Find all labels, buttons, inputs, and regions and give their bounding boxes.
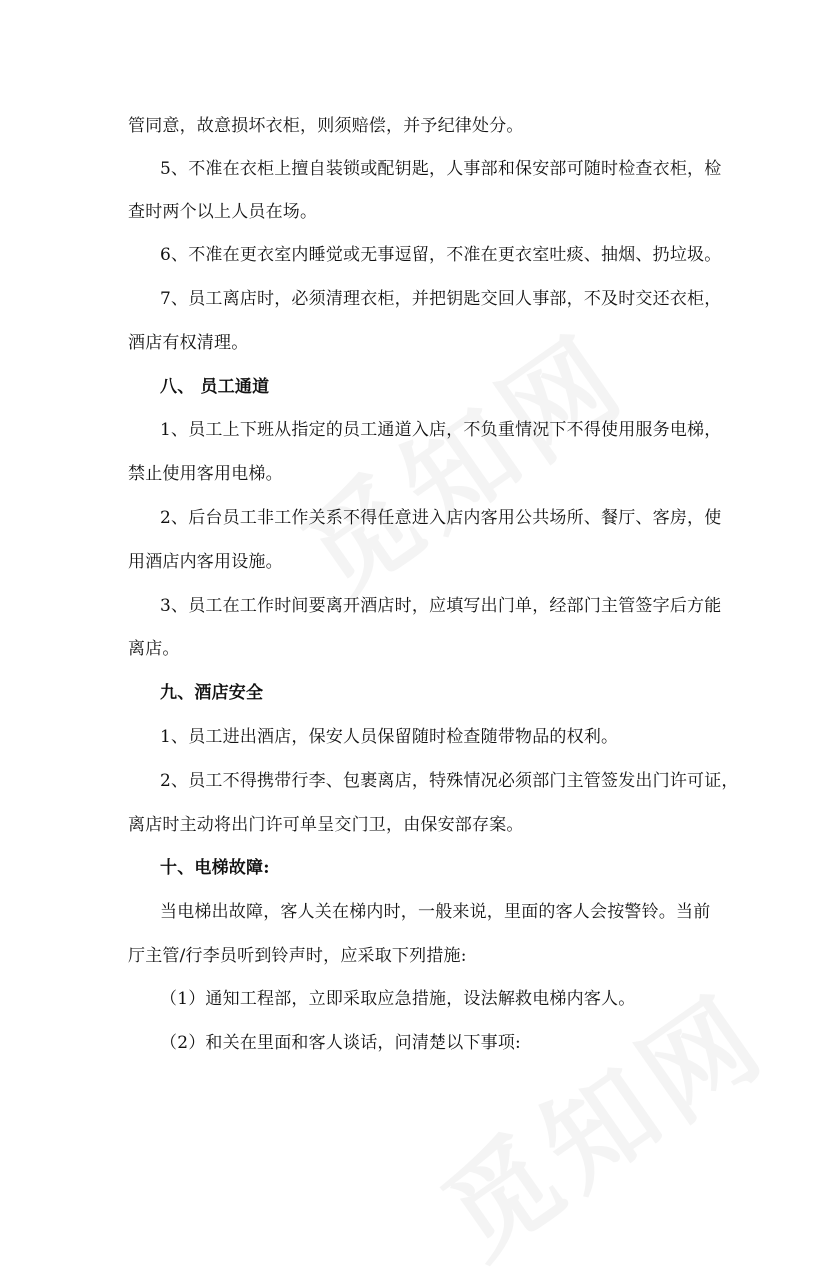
- paragraph-line: 禁止使用客用电梯。: [128, 464, 283, 484]
- paragraph-line: 管同意，故意损坏衣柜，则须赔偿，并予纪律处分。: [128, 116, 524, 136]
- paragraph-line: 5、不准在衣柜上擅自装锁或配钥匙，人事部和保安部可随时检查衣柜，检: [160, 159, 722, 179]
- paragraph-line: 2、后台员工非工作关系不得任意进入店内客用公共场所、餐厅、客房，使: [160, 508, 722, 528]
- section-heading: 八、 员工通道: [160, 377, 270, 397]
- paragraph-line: 查时两个以上人员在场。: [128, 202, 318, 222]
- paragraph-line: 当电梯出故障，客人关在梯内时，一般来说，里面的客人会按警铃。当前: [160, 902, 711, 922]
- paragraph-line: 1、员工上下班从指定的员工通道入店，不负重情况下不得使用服务电梯，: [160, 420, 722, 440]
- paragraph-line: 7、员工离店时，必须清理衣柜，并把钥匙交回人事部，不及时交还衣柜，: [160, 289, 722, 309]
- paragraph-line: （1）通知工程部，立即采取应急措施，设法解救电梯内客人。: [160, 989, 636, 1009]
- section-heading: 九、酒店安全: [160, 683, 264, 703]
- paragraph-line: 3、员工在工作时间要离开酒店时，应填写出门单，经部门主管签字后方能: [160, 596, 722, 616]
- paragraph-line: 离店时主动将出门许可单呈交门卫，由保安部存案。: [128, 815, 524, 835]
- paragraph-line: （2）和关在里面和客人谈话，问清楚以下事项:: [160, 1033, 521, 1053]
- paragraph-line: 厅主管/行李员听到铃声时，应采取下列措施:: [128, 946, 467, 966]
- watermark: [267, 291, 653, 627]
- paragraph-line: 6、不准在更衣室内睡觉或无事逗留，不准在更衣室吐痰、抽烟、扔垃圾。: [160, 245, 722, 265]
- paragraph-line: 2、员工不得携带行李、包裹离店，特殊情况必须部门主管签发出门许可证，: [160, 771, 739, 791]
- paragraph-line: 1、员工进出酒店，保安人员保留随时检查随带物品的权利。: [160, 727, 619, 747]
- paragraph-line: 用酒店内客用设施。: [128, 552, 283, 572]
- section-heading: 十、电梯故障:: [160, 858, 270, 878]
- paragraph-line: 离店。: [128, 639, 180, 659]
- paragraph-line: 酒店有权清理。: [128, 333, 249, 353]
